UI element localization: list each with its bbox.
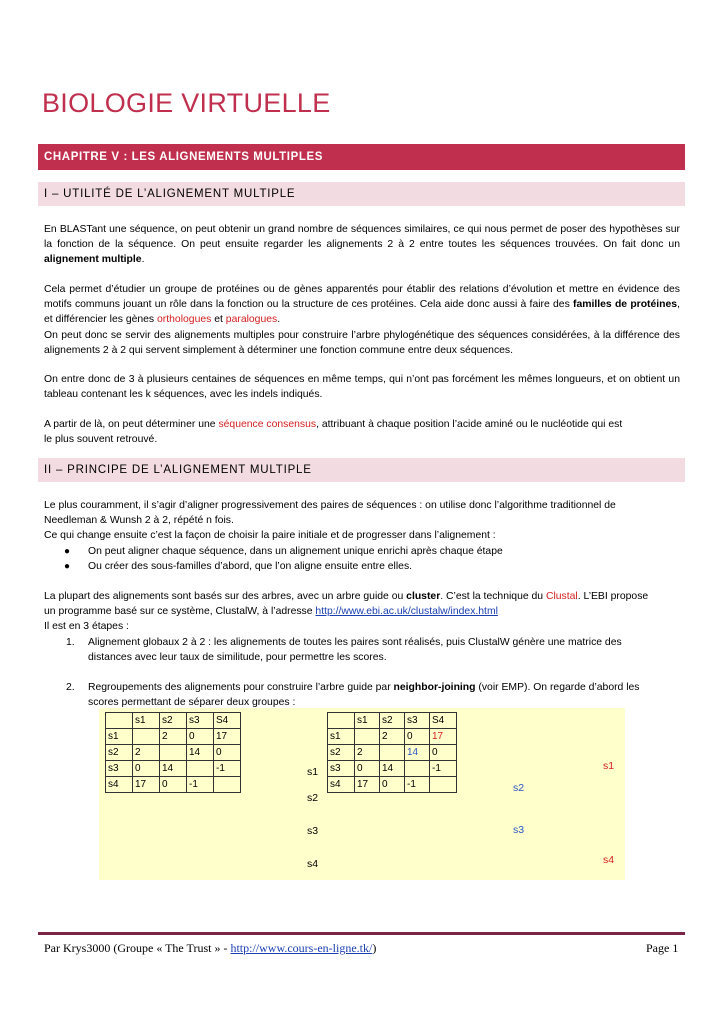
matrix-cell: 2 xyxy=(160,729,187,745)
chapter-heading: CHAPITRE V : LES ALIGNEMENTS MULTIPLES xyxy=(38,144,685,170)
matrix-cell xyxy=(405,761,430,777)
matrix-row xyxy=(106,713,241,729)
matrix-cell xyxy=(355,729,380,745)
distance-matrix-figure xyxy=(99,708,625,880)
matrix-row xyxy=(328,729,457,745)
matrix-cell xyxy=(187,761,214,777)
term-clustal: Clustal xyxy=(545,591,578,602)
tree-label: s2 xyxy=(307,792,319,804)
clustalw-link[interactable]: http://www.ebi.ac.uk/clustalw/index.html xyxy=(315,606,498,618)
matrix-cell: s2 xyxy=(328,745,355,761)
matrix-row xyxy=(106,761,241,777)
matrix-cell: 2 xyxy=(380,729,405,745)
distance-matrix-right xyxy=(327,712,457,793)
matrix-cell: s3 xyxy=(187,713,214,729)
section-2-heading: II – PRINCIPE DE L’ALIGNEMENT MULTIPLE xyxy=(38,458,685,482)
paragraph-3: On peut donc se servir des alignements multiples pour construire l’arbre phylogénétique des séquences considérées, à la différence des alignements 2 à 2 qui servent simplement à déterminer une fonction commune entre deux séquences. xyxy=(44,330,680,357)
matrix-cell: -1 xyxy=(405,777,430,793)
matrix-cell: s2 xyxy=(160,713,187,729)
tree-label: s2 xyxy=(513,782,525,794)
footer-credit: Par Krys3000 (Groupe « The Trust » - http://www.cours-en-ligne.tk/) xyxy=(44,941,377,955)
matrix-row xyxy=(106,745,241,761)
matrix-cell: 0 xyxy=(405,729,430,745)
matrix-cell: 0 xyxy=(187,729,214,745)
matrix-cell xyxy=(380,745,405,761)
paragraph-1: En BLASTant une séquence, on peut obtenir un grand nombre de séquences similaires, ce qui nous permet de poser des hypothèses sur la fonction de la séquence. On peut ensuite regarder les alignements 2 à 2 entre toutes les séquences trouvées. On fait donc un alignement multiple. xyxy=(44,224,680,266)
matrix-cell: 0 xyxy=(430,745,457,761)
document-page: BIOLOGIE VIRTUELLE CHAPITRE V : LES ALIGNEMENTS MULTIPLES I – UTILITÉ DE L’ALIGNEMENT MULTIPLE En BLASTant une séquence, on peut obtenir un grand nombre de séquences similaires, ce qui nous permet de poser des hypothèses sur la fonction de la séquence. On peut ensuite regarder les alignements 2 à 2 entre toutes les séquences trouvées. On fait donc un alignement multiple. Cela permet d’étudier un groupe de protéines ou de gènes apparentés pour établir des relations d’évolution et mettre en évidence des motifs communs jouant un rôle dans la fonction ou la structure de ces protéines. Cela aide donc aussi à faire des familles de protéines, et différencier les gènes orthologues et paralogues. On peut donc se servir des alignements multiples pour construire l’arbre phylogénétique des séquences considérées, à la différence des alignements 2 à 2 qui servent simplement à déterminer une fonction commune entre deux séquences. On entre donc de 3 à plusieurs centaines de séquences en même temps, qui n’ont pas forcément les mêmes longueurs, et on obtient un tableau contenant les k séquences, avec les indels indiqués. A partir de là, on peut déterminer une séquence consensus, attribuant à chaque position l’acide aminé ou le nucléotide qui est le plus souvent retrouvé. II – PRINCIPE DE L’ALIGNEMENT MULTIPLE Le plus couramment, il s’agir d’aligner progressivement des paires de séquences : on utilise donc l’algorithme traditionnel de Needleman & Wunsh 2 à 2, répété n fois. Ce qui change ensuite c’est la façon de choisir la paire initiale et de progresser dans l’alignement : ● On peut aligner chaque séquence, dans un alignement unique enrichi après chaque étape ● Ou créer des sous-familles d’abord, que l’on aligne ensuite entre elles. La plupart des alignements sont basés sur des arbres, avec un arbre guide ou cluster. C’est la technique du Clustal. L’EBI propose un programme basé sur ce système, ClustalW, à l’adresse http://www.ebi.ac.uk/clustalw/index.html Il est en 3 étapes : 1. Alignement globaux 2 à 2 : les alignements de toutes les paires sont réalisés, puis ClustalW génère une matrice des distances avec leur taux de similitude, pour permettre les scores. 2. Regroupements des alignements pour construire l’arbre guide par neighbor-joining (voir EMP). On regarde d’abord les scores permettant de séparer deux groupes : s1 s2 s3 S4 s1 2 0 17 s2 2 14 0 s3 0 14 -1 s4 17 0 -1 s1 s2 s3 s4 s1 s2 s3 S4 s1 2 0 17 s2 2 14 0 s3 0 14 -1 s4 17 0 -1 s1 s2 s3 s4 Par Krys3000 (Groupe « The Trust » - http://www.cours-en-ligne.tk/) Page 1 xyxy=(0,0,724,1024)
matrix-cell xyxy=(133,729,160,745)
matrix-row xyxy=(328,745,457,761)
paragraph-4: On entre donc de 3 à plusieurs centaines de séquences en même temps, qui n’ont pas forcément les mêmes longueurs, et on obtient un tableau contenant les k séquences, avec les indels indiqués. xyxy=(44,374,680,401)
matrix-cell: S4 xyxy=(430,713,457,729)
matrix-cell: s2 xyxy=(380,713,405,729)
tree-label: s3 xyxy=(513,824,525,836)
matrix-cell: s3 xyxy=(106,761,133,777)
matrix-cell: -1 xyxy=(214,761,241,777)
matrix-cell xyxy=(430,777,457,793)
paragraph-5: A partir de là, on peut déterminer une séquence consensus, attribuant à chaque position l’acide aminé ou le nucléotide qui est le plus souvent retrouvé. xyxy=(44,419,623,446)
tree-label: s1 xyxy=(603,760,615,772)
distance-matrix-left xyxy=(105,712,241,793)
matrix-cell: 0 xyxy=(214,745,241,761)
term-sequence-consensus: séquence consensus xyxy=(218,419,317,430)
matrix-cell: 14 xyxy=(160,761,187,777)
bullet-icon: ● xyxy=(64,561,71,572)
matrix-cell xyxy=(328,713,355,729)
term-paralogues: paralogues xyxy=(225,314,278,326)
matrix-cell: s1 xyxy=(133,713,160,729)
matrix-row xyxy=(106,729,241,745)
matrix-cell: s1 xyxy=(328,729,355,745)
matrix-cell: s4 xyxy=(328,777,355,793)
term-orthologues: orthologues xyxy=(157,314,212,326)
tree-label: s3 xyxy=(307,825,319,837)
matrix-cell: 14 xyxy=(380,761,405,777)
matrix-cell: 0 xyxy=(380,777,405,793)
footer-link[interactable]: http://www.cours-en-ligne.tk/ xyxy=(230,941,373,955)
matrix-row xyxy=(106,777,241,793)
matrix-cell: s4 xyxy=(106,777,133,793)
matrix-cell xyxy=(214,777,241,793)
matrix-cell: 17 xyxy=(430,729,457,745)
matrix-cell: s2 xyxy=(106,745,133,761)
matrix-cell: s1 xyxy=(355,713,380,729)
matrix-cell: s1 xyxy=(106,729,133,745)
matrix-cell: 0 xyxy=(133,761,160,777)
matrix-cell: s3 xyxy=(405,713,430,729)
matrix-cell: 0 xyxy=(160,777,187,793)
matrix-cell xyxy=(106,713,133,729)
matrix-cell: 2 xyxy=(133,745,160,761)
tree-label: s4 xyxy=(307,858,319,870)
matrix-cell: 17 xyxy=(133,777,160,793)
page-number: Page 1 xyxy=(646,941,679,955)
matrix-row xyxy=(328,777,457,793)
matrix-row xyxy=(328,761,457,777)
matrix-cell: 14 xyxy=(187,745,214,761)
bullet-icon: ● xyxy=(64,546,71,557)
paragraph-7: La plupart des alignements sont basés sur des arbres, avec un arbre guide ou cluster. C’est la technique du Clustal. L’EBI propose un programme basé sur ce système, ClustalW, à l’adresse http://www.ebi.ac.uk/clustalw/index.html Il est en 3 étapes : xyxy=(44,591,649,633)
document-title: BIOLOGIE VIRTUELLE xyxy=(42,88,331,118)
matrix-row xyxy=(328,713,457,729)
section-1-heading: I – UTILITÉ DE L’ALIGNEMENT MULTIPLE xyxy=(38,182,685,206)
matrix-cell: s3 xyxy=(328,761,355,777)
matrix-cell: 0 xyxy=(355,761,380,777)
paragraph-2: Cela permet d’étudier un groupe de protéines ou de gènes apparentés pour établir des relations d’évolution et mettre en évidence des motifs communs jouant un rôle dans la fonction ou la structure de ces protéines. Cela aide donc aussi à faire des familles de protéines, et différencier les gènes orthologues et paralogues. xyxy=(44,284,680,326)
paragraph-6: Le plus couramment, il s’agir d’aligner progressivement des paires de séquences : on utilise donc l’algorithme traditionnel de Needleman & Wunsh 2 à 2, répété n fois. Ce qui change ensuite c’est la façon de choisir la paire initiale et de progresser dans l’alignement : xyxy=(44,500,616,542)
matrix-cell: -1 xyxy=(430,761,457,777)
matrix-cell: S4 xyxy=(214,713,241,729)
matrix-cell: 2 xyxy=(355,745,380,761)
matrix-cell: -1 xyxy=(187,777,214,793)
tree-label: s4 xyxy=(603,854,615,866)
tree-label: s1 xyxy=(307,766,319,778)
matrix-cell: 14 xyxy=(405,745,430,761)
matrix-cell: 17 xyxy=(214,729,241,745)
footer-divider xyxy=(38,932,685,935)
matrix-cell: 17 xyxy=(355,777,380,793)
matrix-cell xyxy=(160,745,187,761)
